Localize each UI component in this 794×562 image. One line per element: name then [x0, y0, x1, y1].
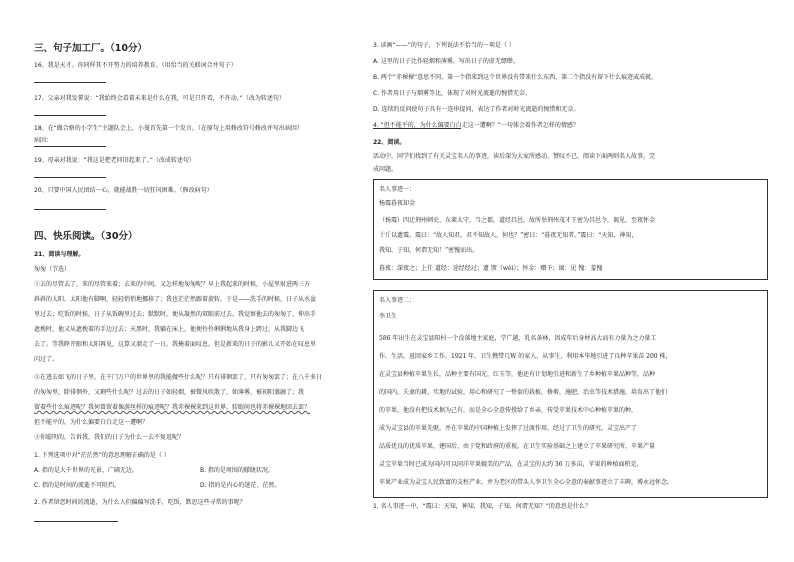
question-22-title: 22、阅读。 — [373, 139, 406, 146]
question-20: 20、只要中国人民团结一心，就能战胜一切狂风困难。（修改病句） — [34, 187, 213, 194]
question-22-intro: 活动中，同学们找到了有关灵宝名人的事迹，读后深为大家所感动、赞叹不已，阅读下面两则名人故事，完 — [373, 153, 656, 160]
story-1-notes: 暮夜：深夜之；上任 道经：途经经过；遗 馈（wèi）；怀金：赠予；谒：见 愧：羞愧 — [379, 265, 603, 272]
passage-line: 的匆匆里，除徘徊外，又剩些什么呢？过去的日子如轻烟，被微风吹散了，如薄雾，被初阳蒸融了；我 — [34, 389, 305, 396]
question-4: 4. “但不能平的，为什么偏要白白走这一遭啊？”一句体会着作者怎样的情感？ — [373, 122, 579, 129]
q3-option-c: C. 作者用日子与烟雾等比，体现了对时光流逝的惋惜无奈。 — [373, 90, 532, 97]
section3-title: 三、句子加工厂。（10分） — [34, 43, 147, 54]
answer-line-q2 — [34, 521, 118, 522]
story-2-line: 成为灵宝县的苹果先驱，并在苹果的中国种植上发挥了过渡作用，经过了卫生的研究，灵宝出产了 — [379, 425, 638, 432]
question-19: 19、母亲对我说：“我这是把老同旧起来了。”（改成转述句） — [34, 157, 195, 164]
passage-line: 遮挽时，他又从遮挽着的手边过去；天黑时，我躺在床上，他便伶伶俐俐地从我身上跨过，从我脚边飞 — [34, 326, 305, 333]
passage-line: 里过去；吃饭的时候，日子从饭碗里过去；默默时，便从凝然的双眼前过去。我觉察他去的匆匆了，伸出手 — [34, 311, 317, 318]
story-2-line: 在灵宝县种植苹果生长，品种主要有国光，红玉等，他还有计划地引进和新生了乡种植苹果品种等，品种 — [379, 371, 656, 378]
story-1-line: 我知，子知，何谓无知！”密愧而出。 — [379, 247, 479, 254]
story-box-1 — [373, 179, 768, 280]
story-2-line: 的国内，夫妻的耕，实地的试验，用心和研究了一整套的栽植，修剪，施肥，治虫等技术措施，培育出了他们 — [379, 389, 668, 396]
question-3: 3. 读画“——”的句子，下列说法不恰当的一项是（ ） — [373, 42, 515, 49]
story-2-line: 586 年出生在灵宝县阳村一个没落地主家庭，学广越，乳名条林，因成年后身材高大而有力量为之力量工 — [379, 335, 657, 342]
story-2-line: 灵宝苹果当时已成为国内可以同洋苹果媲美的产品，在灵宝的大约 36 万多亩，苹果的种植面积是， — [379, 461, 643, 468]
story-2-label: 名人事迹二： — [379, 297, 416, 304]
passage-line-underlined: 留着些什么痕迹呢？我何曾留着像游丝样的痕迹呢？我赤裸裸来到这世界，转眼间也将赤裸裸地回去罢？ — [34, 404, 311, 411]
passage-line: ②在逃去如飞的日子里，在千门万户的世界里的我能做些什么呢？只有徘徊罢了，只有匆匆罢了；在八千多日 — [34, 374, 323, 381]
story-1-line: （杨震）四迁荆州刺史、东莱太守，当之郡，道经昌邑，故所举荆州茂才王密为昌邑令，谒见，至夜怀金 — [379, 217, 656, 224]
story-2-line: 的苹果，他没有把技术据为己有，而是全心全意传授给了乡亲，传受苹果技术中心种植苹果的种， — [379, 407, 638, 414]
passage-line: 但不能平的，为什么偏要白白走这一遭啊？ — [34, 419, 149, 426]
story-1-label: 名人事迹一： — [379, 186, 416, 193]
passage-line: 闪过了。 — [34, 356, 59, 363]
passage-line: ①去的尽管去了，来的尽管来着；去来的中间，又怎样地匆匆呢？早上我起来的时候，小屋里射进两三方 — [34, 281, 311, 288]
story-2-line: 苹果产业成为灵宝人民致富的支柱产业，并为老区的带头人李卫生全心全意的奉献事迹立了丰碑，博永远怀念。 — [379, 479, 674, 486]
q3-option-b: B. 两个“赤裸裸”意思不同，第一个指来到这个世界没有带来什么东西，第二个指没有留下什么痕迹或成就。 — [373, 74, 658, 81]
story-1-title: 杨震暮夜却金 — [379, 200, 416, 207]
story-1-line: 十斤以遗震。震曰：“故人知君，君不知故人，何也？”密曰：“暮夜无知者。”震曰：“天知，神知， — [379, 232, 638, 239]
answer-line-19 — [34, 177, 106, 178]
question-18: 18、在“做合格的小学生”主题队会上，小曼首先第一个发言。（在原句上用修改符号修改并写出病因） — [34, 125, 303, 132]
section4-title: 四、快乐阅读。（30分） — [34, 231, 138, 242]
passage-title: 匆匆（节选） — [34, 266, 71, 273]
passage-line: ③你聪明的，告诉我，我们的日子为什么一去不复返呢？ — [34, 434, 185, 441]
option-d: D. 指的是内心的迷茫、茫然。 — [200, 482, 281, 489]
option-b: B. 指的是周围的朦胧状况。 — [200, 467, 274, 474]
story-box-2 — [373, 290, 768, 498]
question-22-intro-cont: 成问题。 — [373, 166, 398, 173]
story-2-line: 品质优良的优质苹果，建国后，由于党和政府的重视，在卫生实验基础之上建立了苹果研究所，苹果产量 — [379, 443, 656, 450]
question-17: 17、父亲对我发誓说：“我始终会看着未来是什么在我，可是只许看，不许动。”（改为转述句） — [34, 95, 285, 102]
passage-line: 斜斜的太阳。太阳他有脚啊，轻轻悄悄地挪移了；我也茫茫然跟着旋转。于是——洗手的时候，日子从水盆 — [34, 296, 317, 303]
option-a: A. 指的是大千世界的光景、广阔无边。 — [34, 467, 138, 474]
q3-option-a: A. 这里的日子比作轻烟和薄雾，写出日子的虚无缥缈。 — [373, 58, 519, 65]
question-22-1: 1. 名人事迹一中，“震曰：天知，神知，我知，子知，何谓无知？”的意思是什么？ — [373, 503, 591, 510]
answer-line-20 — [34, 209, 106, 210]
question-2: 2. 作者留恋时间的流逝，为什么人们偏偏写洗手，吃饭，默思这些寻常的事呢？ — [34, 499, 246, 506]
passage-line: 去了。等我睁开眼和太阳再见，这算又溜走了一日。我掩着面叹息。但是新来的日子的影儿又开始在叹息里 — [34, 341, 317, 348]
question-18-cause: 病因： — [34, 137, 53, 144]
question-16: 16、我是天才。你同样其不开努力的培养教育。（用恰当的关联词合并句子） — [34, 62, 237, 69]
answer-line-q4 — [373, 128, 461, 129]
mc-question-1: 1. 下列选项中对“茫茫然”的意思理解正确的是（ ） — [34, 452, 170, 459]
q3-option-d: D. 连续的反问使句子具有一连串提问，表达了作者对时光流逝的惋惜和无奈。 — [373, 106, 580, 113]
question-21-title: 21、阅读与理解。 — [34, 251, 85, 258]
story-2-title: 李卫生 — [379, 313, 398, 320]
answer-line-17 — [34, 115, 106, 116]
option-c: C. 指的是时间的流逝不可阻挡。 — [34, 482, 121, 489]
answer-line-16 — [34, 82, 106, 83]
answer-line-18 — [34, 146, 106, 147]
story-2-line: 作，生活，返回家乡工作。1921 年，卫生携带几W 的家人，从事生，利用本毕地引进了良种苹果苗 200 株， — [379, 353, 672, 360]
